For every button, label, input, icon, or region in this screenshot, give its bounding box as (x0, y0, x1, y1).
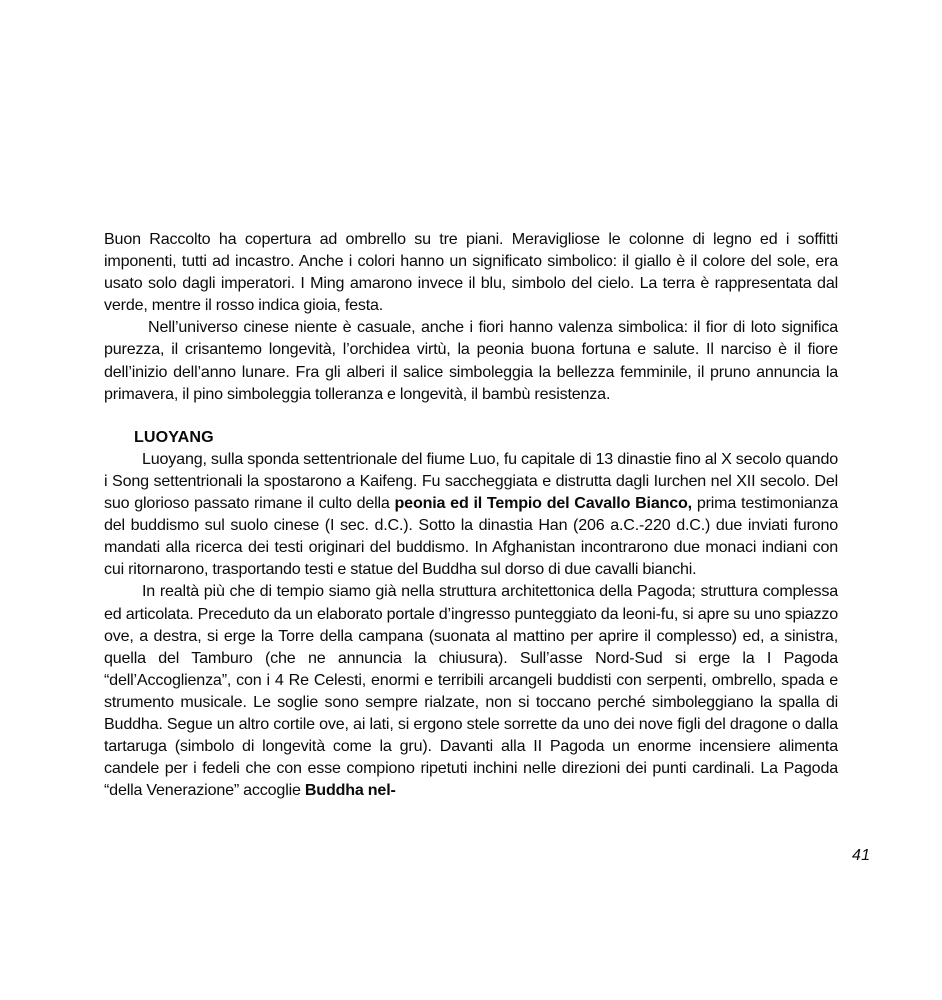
paragraph-pagoda-struttura (104, 580, 838, 801)
emphasis-peonia-tempio-cavallo-bianco: peonia ed il Tempio del Cavallo Bianco, (394, 494, 692, 513)
paragraph-luoyang-storia (104, 448, 838, 581)
emphasis-buddha-nel: Buddha nel- (304, 781, 396, 800)
page-text-body (104, 228, 838, 801)
section-heading-luoyang: LUOYANG (134, 427, 214, 446)
paragraph-pagoda-part-1: In realtà più che di tempio siamo già nella struttura architettonica della Pagoda; struttura complessa ed articolata. Preceduto da un elaborato portale d’ingresso punteggiato da leoni-fu, si apre su uno spiazzo ove, a destra, si erge la Torre della campana (suonata al mattino per aprire il complesso) ed, a sinistra, quella del Tamburo (che ne annuncia la chiusura). Sull’asse Nord-Sud si erge la I Pagoda “dell’Accoglienza”, con i 4 Re Celesti, enormi e terribili arcangeli buddisti con serpenti, ombrello, spada e strumento musicale. Le soglie sono sempre rialzate, non si toccano perché simboleggiano la spalla di Buddha. Segue un altro cortile ove, ai lati, si ergono stele sorrette da uno dei nove figli del dragone o dalla tartaruga (simbolo di longevità come la gru). Davanti alla II Pagoda un enorme incensiere alimenta candele per i fedeli che con esse compiono ripetuti inchini nelle direzioni dei punti cardinali. La Pagoda “della Venerazione” accoglie (104, 582, 838, 800)
paragraph-luoyang-part-1: Luoyang, sulla sponda settentrionale del fiume Luo, fu capitale di 13 dinastie fino al X secolo quando i Song settentrionali la spostarono a Kaifeng. Fu saccheggiata e distrutta dagli Iurchen nel XII secolo. Del suo glorioso passato rimane il culto della (104, 449, 838, 513)
paragraph-luoyang-part-2: prima testimonianza del buddismo sul suolo cinese (I sec. d.C.). Sotto la dinastia Han (206 a.C.-220 d.C.) due inviati furono mandati alla ricerca dei testi originari del buddismo. In Afghanistan incontrarono due monaci indiani con cui ritornarono, trasportando testi e statue del Buddha sul dorso di due cavalli bianchi. (104, 494, 838, 579)
page-number: 41 (852, 847, 871, 864)
paragraph-nelluniverso-cinese: Nell’universo cinese niente è casuale, anche i fiori hanno valenza simbolica: il fior di loto significa purezza, il crisantemo longevità, l’orchidea virtù, la peonia buona fortuna e salute. Il narciso è il fiore dell’inizio dell’anno lunare. Fra gli alberi il salice simboleggia la bellezza femminile, il pruno annuncia la primavera, il pino simboleggia tolleranza e longevità, il bambù resistenza. (104, 318, 838, 403)
paragraph-buon-raccolto: Buon Raccolto ha copertura ad ombrello su tre piani. Meravigliose le colonne di legno ed i soffitti imponenti, tutti ad incastro. Anche i colori hanno un significato simbolico: il giallo è il colore del sole, era usato solo dagli imperatori. I Ming amarono invece il blu, simbolo del cielo. La terra è rappresentata dal verde, mentre il rosso indica gioia, festa. (104, 230, 838, 315)
